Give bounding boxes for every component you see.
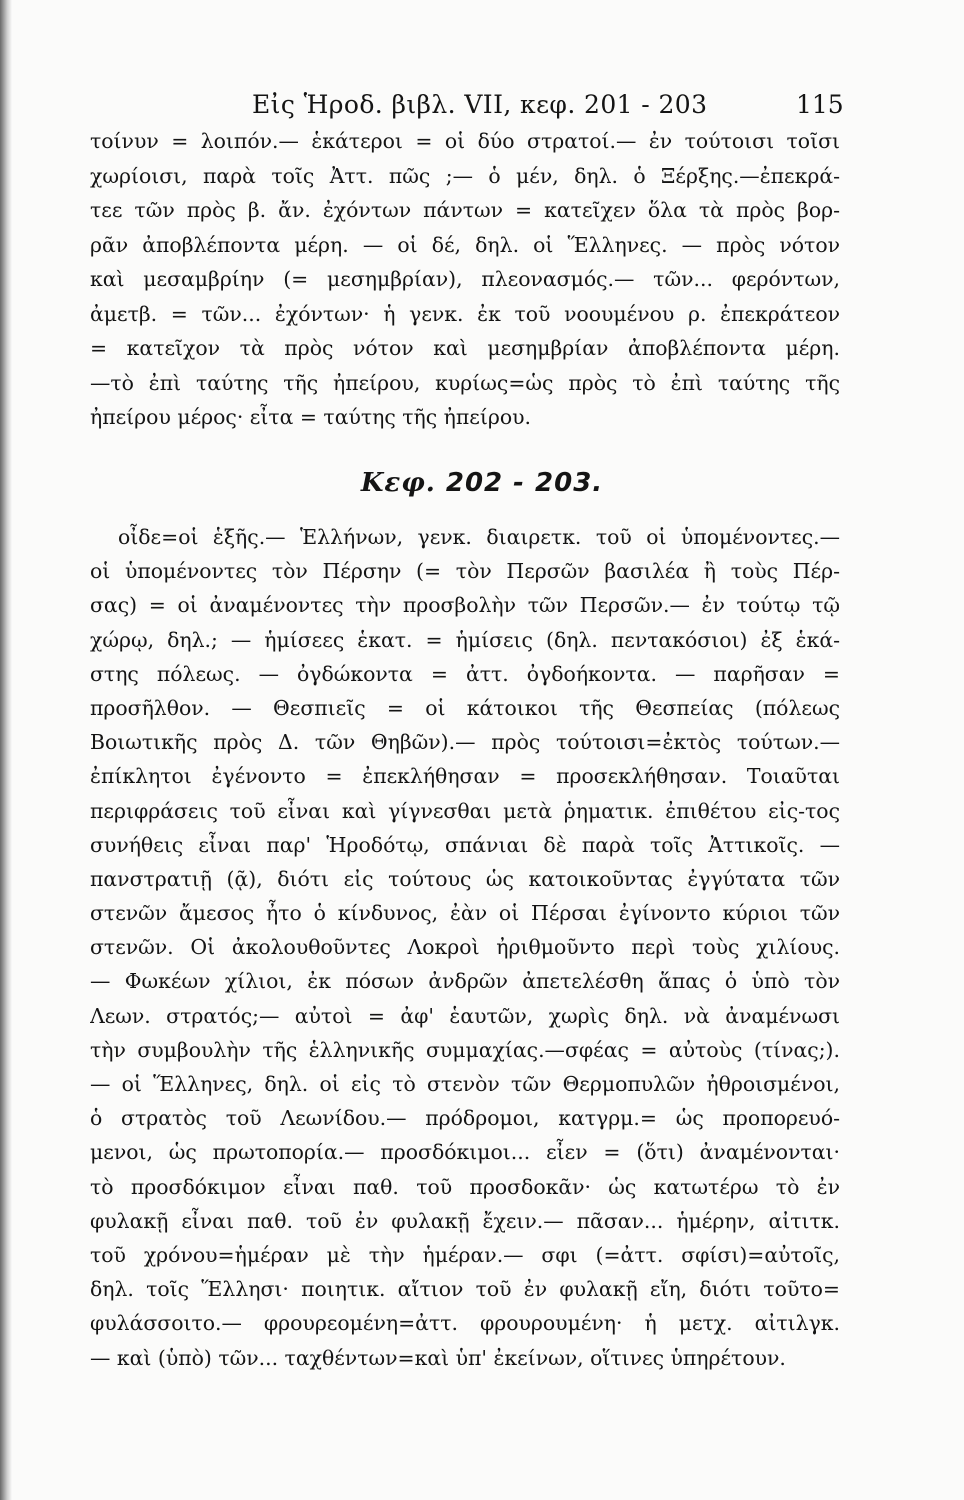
text-line: Βοιωτικῆς πρὸς Δ. τῶν Θηβῶν).— πρὸς τούτοισι=ἐκτὸς τούτων.— (90, 730, 840, 755)
text-line: προσῆλθον. — Θεσπιεῖς = οἱ κάτοικοι τῆς Θεσπείας (πόλεως (90, 695, 840, 720)
chapter-heading-numbers: 202 - 203. (445, 468, 604, 498)
text-line: χώρῳ, δηλ.; — ἡμίσεες ἑκατ. = ἡμίσεις (δηλ. πεντακόσιοι) ἐξ ἑκά- (90, 627, 840, 652)
text-line: Λεων. στρατός;— αὐτοὶ = ἀφ' ἑαυτῶν, χωρὶς δηλ. νὰ ἀναμένωσι (90, 1003, 840, 1028)
text-line: δηλ. τοῖς Ἕλλησι· ποιητικ. αἴτιον τοῦ ἐν φυλακῇ εἴη, διότι τοῦτο= (90, 1277, 840, 1302)
text-line: περιφράσεις τοῦ εἶναι καὶ γίγνεσθαι μετὰ ῥηματικ. ἐπιθέτου εἰς-τος (90, 798, 840, 823)
text-line: —τὸ ἐπὶ ταύτης τῆς ἠπείρου, κυρίως=ὡς πρὸς τὸ ἐπὶ ταύτης τῆς (90, 370, 840, 395)
text-line: τὴν συμβουλὴν τῆς ἑλληνικῆς συμμαχίας.—σφέας = αὐτοὺς (τίνας;). (90, 1037, 840, 1062)
page-binding-edge (0, 0, 12, 1500)
text-line: ἐπίκλητοι ἐγένοντο = ἐπεκλήθησαν = προσεκλήθησαν. Τοιαῦται (90, 764, 840, 789)
text-line: τεε τῶν πρὸς β. ἄν. ἐχόντων πάντων = κατεῖχεν ὅλα τὰ πρὸς βορ- (90, 198, 840, 222)
text-line: στενῶν ἄμεσος ἦτο ὁ κίνδυνος, ἐὰν οἱ Πέρσαι ἐγίνοντο κύριοι τῶν (90, 901, 840, 926)
text-line: ἠπείρου μέρος· εἶτα = ταύτης τῆς ἠπείρου. (90, 405, 531, 429)
text-line: συνήθεις εἶναι παρ' Ἡροδότῳ, σπάνιαι δὲ παρὰ τοῖς Ἀττικοῖς. — (90, 832, 840, 857)
commentary-section-201 (90, 124, 840, 435)
text-line: οἱ ὑπομένοντες τὸν Πέρσην (= τὸν Περσῶν βασιλέα ἢ τοὺς Πέρ- (90, 559, 840, 584)
text-line: — Φωκέων χίλιοι, ἐκ πόσων ἀνδρῶν ἀπετελέσθη ἅπας ὁ ὑπὸ τὸν (90, 969, 840, 994)
text-line: σας) = οἱ ἀναμένοντες τὴν προσβολὴν τῶν Περσῶν.— ἐν τούτῳ τῷ (90, 593, 840, 618)
page-number: 115 (796, 90, 844, 119)
text-line: ὁ στρατὸς τοῦ Λεωνίδου.— πρόδρομοι, κατγρμ.= ὡς προπορευό- (90, 1106, 840, 1131)
text-line: καὶ μεσαμβρίην (= μεσημβρίαν), πλεονασμός.— τῶν... φερόντων, (90, 267, 840, 291)
chapter-heading-prefix: Κεφ. (360, 468, 436, 498)
text-line: χωρίοισι, παρὰ τοῖς Ἀττ. πῶς ;— ὁ μέν, δηλ. ὁ Ξέρξης.—ἐπεκρά- (90, 163, 840, 188)
text-line: μενοι, ὡς πρωτοπορία.— προσδόκιμοι... εἶεν = (ὅτι) ἀναμένονται· (90, 1140, 840, 1165)
chapter-heading (0, 468, 964, 498)
text-line: = κατεῖχον τὰ πρὸς νότον καὶ μεσημβρίαν ἀποβλέποντα μέρη. (90, 336, 840, 360)
text-line: φυλάσσοιτο.— φρουρεομένη=ἀττ. φρουρουμένη· ἡ μετχ. αἰτιλγκ. (90, 1311, 840, 1336)
running-head: Εἰς Ἡροδ. βιβλ. VII, κεφ. 201 - 203 (252, 90, 708, 119)
text-line: τοίνυν = λοιπόν.— ἑκάτεροι = οἱ δύο στρατοί.— ἐν τούτοισι τοῖσι (90, 129, 840, 153)
page-header (0, 86, 964, 126)
text-line: στενῶν. Οἱ ἀκολουθοῦντες Λοκροὶ ἠριθμοῦντο περὶ τοὺς χιλίους. (90, 935, 840, 960)
text-line: οἶδε=οἱ ἑξῆς.— Ἑλλήνων, γενκ. διαιρετκ. τοῦ οἱ ὑπομένοντες.— (118, 525, 840, 549)
text-line: — οἱ Ἕλληνες, δηλ. οἱ εἰς τὸ στενὸν τῶν Θερμοπυλῶν ἠθροισμένοι, (90, 1072, 840, 1096)
commentary-section-202-203 (90, 520, 840, 1375)
text-line: στης πόλεως. — ὀγδώκοντα = ἀττ. ὀγδοήκοντα. — παρῆσαν = (90, 661, 840, 686)
text-line: πανστρατιῇ (ᾷ), διότι εἰς τούτους ὡς κατοικοῦντας ἐγγύτατα τῶν (90, 866, 840, 891)
text-line: — καὶ (ὑπὸ) τῶν... ταχθέντων=καὶ ὑπ' ἐκείνων, οἵτινες ὑπηρέτουν. (90, 1345, 786, 1370)
text-line: ἀμετβ. = τῶν... ἐχόντων· ἡ γενκ. ἐκ τοῦ νοουμένου ρ. ἐπεκράτεον (90, 301, 840, 326)
text-line: τοῦ χρόνου=ἡμέραν μὲ τὴν ἡμέραν.— σφι (=ἀττ. σφίσι)=αὐτοῖς, (90, 1242, 840, 1267)
text-line: τὸ προσδόκιμον εἶναι παθ. τοῦ προσδοκᾶν· ὡς κατωτέρω τὸ ἐν (90, 1174, 840, 1199)
text-line: ρᾶν ἀποβλέποντα μέρη. — οἱ δέ, δηλ. οἱ Ἕλληνες. — πρὸς νότον (90, 232, 840, 257)
text-line: φυλακῇ εἶναι παθ. τοῦ ἐν φυλακῇ ἔχειν.— πᾶσαν... ἡμέρην, αἰτιτκ. (90, 1208, 840, 1233)
